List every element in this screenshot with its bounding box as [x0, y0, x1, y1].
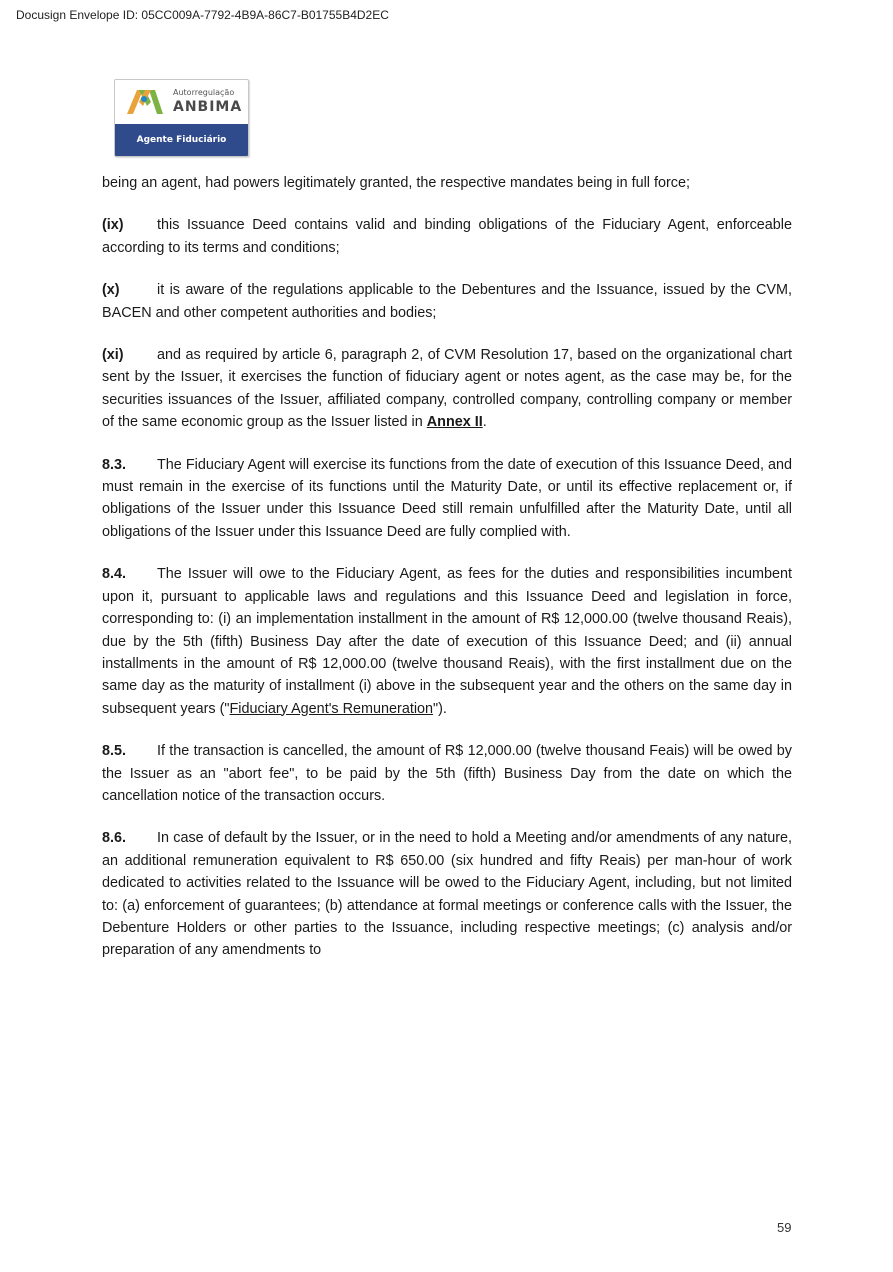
paragraph-continuation	[102, 172, 792, 194]
section-8-5	[102, 740, 792, 807]
defined-term: Fiduciary Agent's Remuneration	[229, 700, 434, 717]
anbima-logo	[114, 79, 249, 157]
paragraph-text: In case of default by the Issuer, or in the need to hold a Meeting and/or amendments of any nature, an additional remuneration equivalent to R$ 650.00 (six hundred and fifty Reais) per man-hour of work dedicated to activities related to the Issuance will be owed to the Fiduciary Agent, including, but not limited to: (a) enforcement of guarantees; (b) attendance at formal meetings or conference calls with the Issuer, the Debenture Holders or other parties to the Issuance, including respective meetings; (c) analysis and/or preparation of any amendments to	[102, 830, 792, 959]
docusign-envelope-id: Docusign Envelope ID: 05CC009A-7792-4B9A-86C7-B01755B4D2EC	[16, 8, 389, 22]
paragraph-text: If the transaction is cancelled, the amount of R$ 12,000.00 (twelve thousand Feais) will be owed by the Issuer as an "abort fee", to be paid by the 5th (fifth) Business Day from the date on which the cancellation notice of the transaction occurs.	[102, 743, 792, 804]
paragraph-text: and as required by article 6, paragraph 2, of CVM Resolution 17, based on the organizational chart sent by the Issuer, it exercises the function of fiduciary agent or notes agent, as the case may be, for the securities issuances of the Issuer, affiliated company, controlled company, controlling company or member of the same economic group as the Issuer listed in	[102, 347, 792, 431]
paragraph-xi	[102, 344, 792, 434]
paragraph-tail: ").	[433, 700, 447, 717]
section-number: 8.4.	[102, 566, 127, 583]
section-8-6	[102, 827, 792, 961]
paragraph-text: The Fiduciary Agent will exercise its functions from the date of execution of this Issuance Deed, and must remain in the exercise of its functions until the Maturity Date, or until its effective replacement or, if obligations of the Issuer under this Issuance Deed still remain unfulfilled after the Maturity Date, until all obligations of the Issuer under this Issuance Deed are fully complied with.	[102, 456, 792, 540]
annex-ii-link[interactable]: Annex II	[426, 414, 483, 431]
section-number: 8.6.	[102, 830, 127, 847]
logo-subtitle: Autorregulação	[173, 88, 235, 97]
paragraph-text: The Issuer will owe to the Fiduciary Agent, as fees for the duties and responsibilities incumbent upon it, pursuant to applicable laws and regulations and this Issuance Deed and legislation in force, corresponding to: (i) an implementation installment in the amount of R$ 12,000.00 (twelve thousand Reais), due by the 5th (fifth) Business Day after the date of execution of this Issuance Deed; and (ii) annual installments in the amount of R$ 12,000.00 (twelve thousand Reais), with the first installment due on the same day as the maturity of installment (i) above in the subsequent year and the others on the same day in subsequent years ("	[102, 566, 792, 717]
section-number: 8.3.	[102, 456, 127, 473]
section-8-4	[102, 563, 792, 720]
anbima-mark-icon	[125, 88, 165, 116]
logo-name: ANBIMA	[173, 99, 243, 115]
paragraph-ix	[102, 214, 792, 259]
paragraph-text: being an agent, had powers legitimately granted, the respective mandates being in full force;	[102, 175, 690, 191]
paragraph-tail: .	[482, 414, 487, 431]
logo-banner: Agente Fiduciário	[115, 124, 248, 156]
document-body	[102, 172, 792, 982]
item-number: (xi)	[102, 347, 124, 364]
section-number: 8.5.	[102, 743, 127, 760]
paragraph-text: this Issuance Deed contains valid and binding obligations of the Fiduciary Agent, enforceable according to its terms and conditions;	[102, 217, 792, 256]
page-number: 59	[777, 1220, 792, 1235]
item-number: (ix)	[102, 217, 124, 234]
paragraph-text: it is aware of the regulations applicable to the Debentures and the Issuance, issued by the CVM, BACEN and other competent authorities and bodies;	[102, 282, 792, 321]
section-8-3	[102, 454, 792, 544]
item-number: (x)	[102, 282, 120, 299]
paragraph-x	[102, 279, 792, 324]
